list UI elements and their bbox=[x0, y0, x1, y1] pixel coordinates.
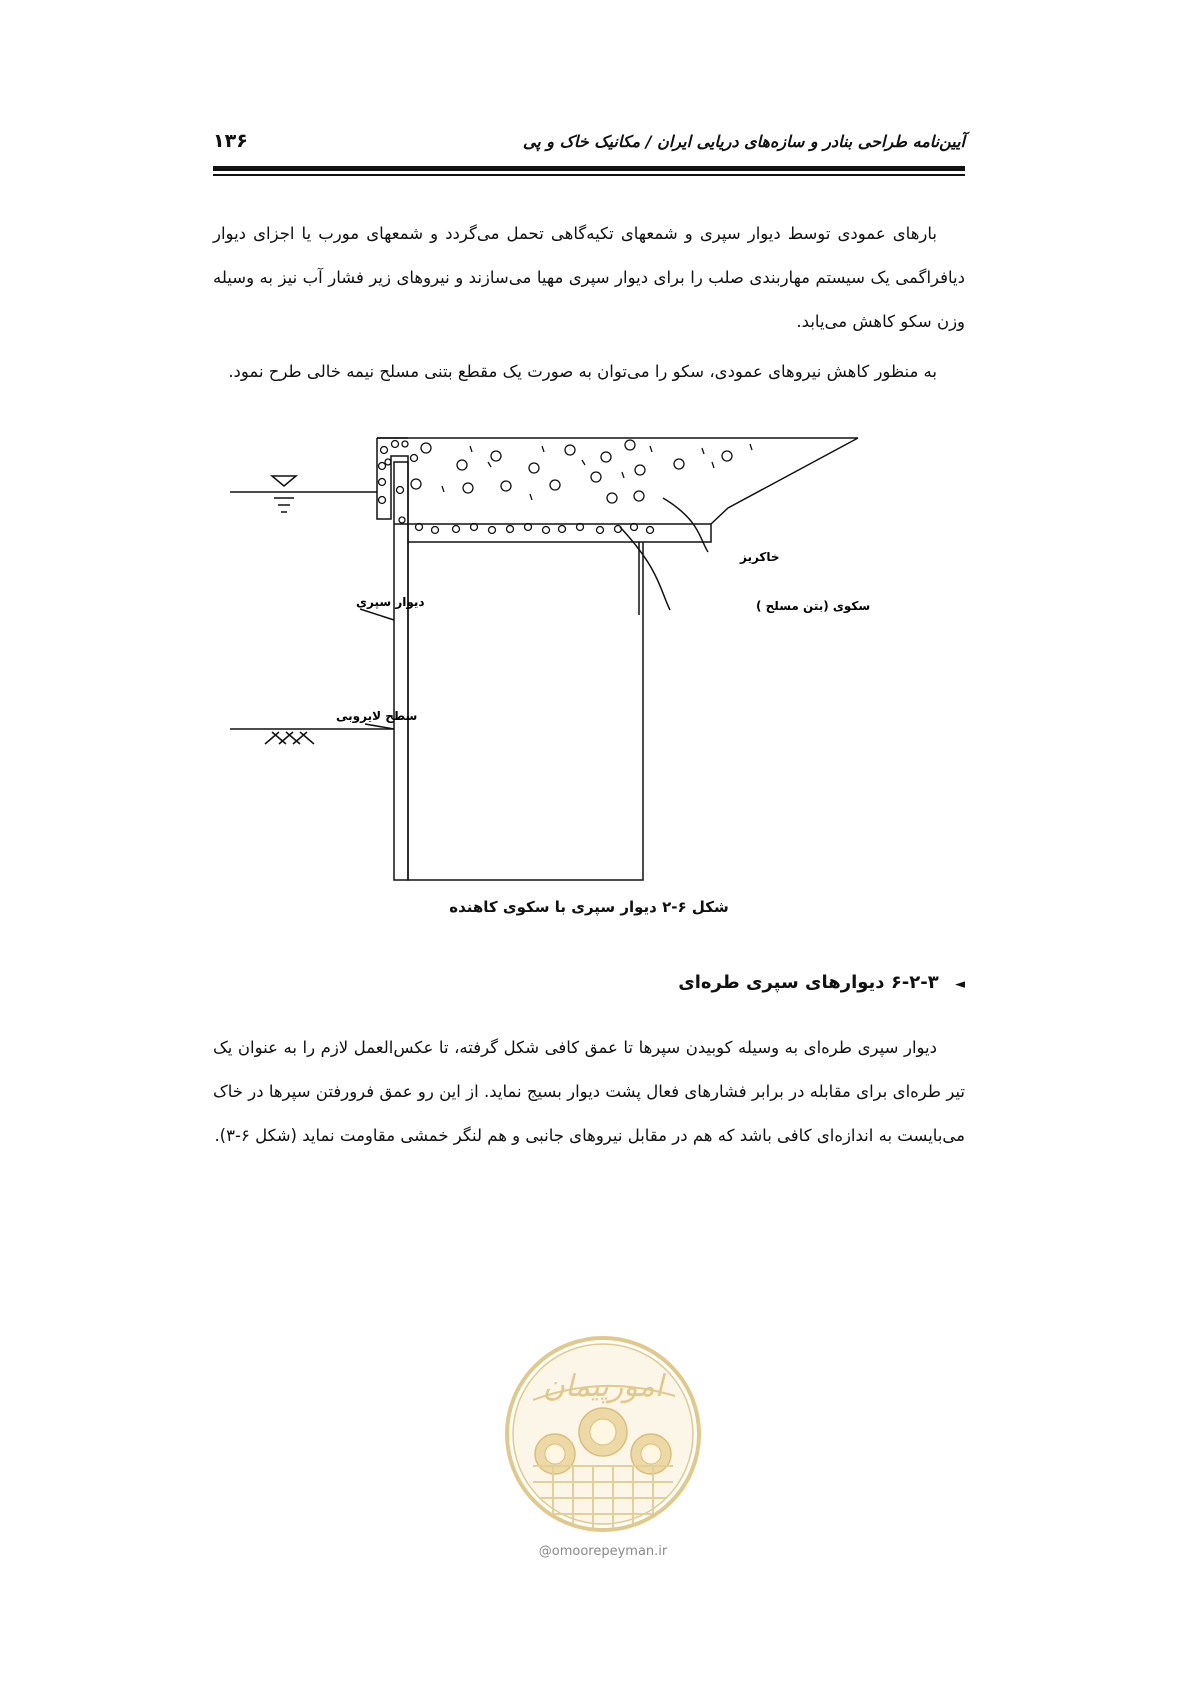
page-header bbox=[213, 122, 965, 162]
body-paragraph-3 bbox=[213, 1026, 965, 1158]
watermark-url: @omoorepeyman.ir bbox=[538, 1544, 668, 1559]
ground-hatch bbox=[265, 732, 314, 744]
paragraph-text: بارهای عمودی توسط دیوار سپری و شمعهای تکیه‌گاهی تحمل می‌گردد و شمعهای مورب یا اجزای دیوار دیافراگمی یک سیستم مهاربندی صلب را برای دیوار سپری مهیا می‌سازند و نیروهای زیر فشار آب نیز به وسیله وزن سکو کاهش می‌یابد. bbox=[213, 224, 965, 331]
water-level-symbol bbox=[272, 476, 296, 486]
paragraph-text: دیوار سپری طره‌ای به وسیله کوبیدن سپرها تا عمق کافی شکل گرفته، تا عکس‌العمل لازم را به عنوان یک تیر طره‌ای برای مقابله در برابر فشارهای فعال پشت دیوار بسیج نماید. از این رو عمق فرورفتن سپرها در خاک می‌بایست به اندازه‌ای کافی باشد که هم در مقابل نیروهای جانبی و هم لنگر خمشی مقاومت نماید (شکل ۶-۳). bbox=[213, 1038, 965, 1145]
header-rule-thin bbox=[213, 174, 965, 176]
logo-text: امورپیمان bbox=[542, 1369, 664, 1404]
watermark-logo bbox=[503, 1334, 703, 1534]
body-paragraph-2 bbox=[213, 350, 965, 394]
label-platform: سکوی (بتن مسلح ) bbox=[756, 599, 871, 613]
label-sheet-wall: دیوار سپری bbox=[356, 595, 425, 609]
section-bullet-icon: ◄ bbox=[955, 977, 965, 992]
pile-box bbox=[408, 542, 643, 880]
label-dredge-level: سطح لایروبی bbox=[336, 709, 418, 723]
figure-sheet-wall-relieving-platform bbox=[230, 430, 930, 885]
label-backfill: خاکریز bbox=[740, 550, 780, 564]
header-rule-thick bbox=[213, 166, 965, 171]
section-heading-text: ۶-۲-۳ دیوارهای سپری طره‌ای bbox=[678, 972, 939, 993]
aggregate-fill bbox=[379, 440, 733, 534]
figure-caption: شکل ۶-۲ دیوار سپری با سکوی کاهنده bbox=[449, 898, 729, 916]
section-heading bbox=[213, 972, 965, 993]
body-paragraph-1 bbox=[213, 212, 965, 344]
backfill-slope bbox=[711, 438, 858, 524]
page-number: ۱۳۶ bbox=[213, 130, 248, 152]
figure-drawing bbox=[230, 430, 930, 885]
paragraph-text: به منظور کاهش نیروهای عمودی، سکو را می‌توان به صورت یک مقطع بتنی مسلح نیمه خالی طرح نمود. bbox=[228, 362, 937, 381]
running-title: آیین‌نامه طراحی بنادر و سازه‌های دریایی ایران / مکانیک خاک و پی bbox=[522, 132, 965, 151]
